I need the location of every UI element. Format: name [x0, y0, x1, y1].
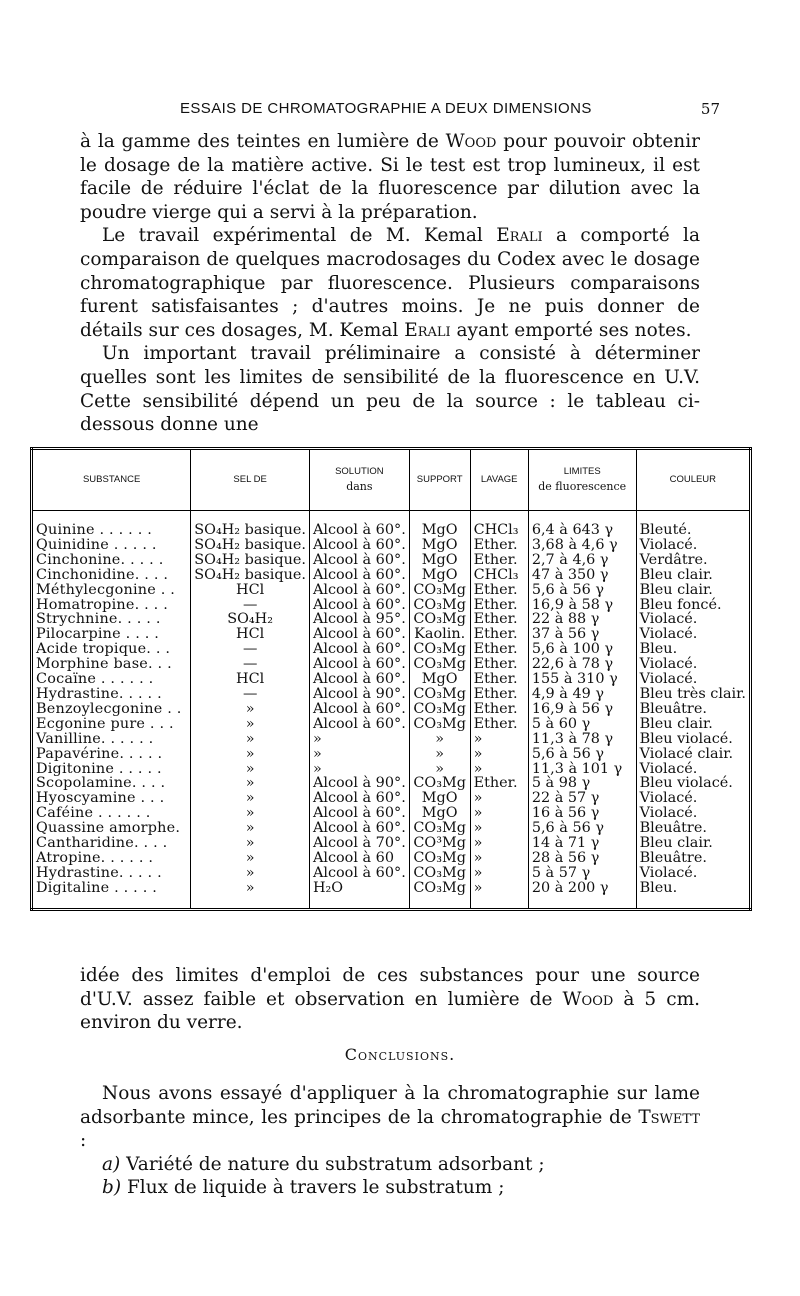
- cell-substance: Ecgonine pure . . .: [32, 717, 191, 732]
- cell-support: CO₃Mg: [409, 821, 470, 836]
- cell-lavage: Ether.: [470, 672, 528, 687]
- cell-lavage: »: [470, 806, 528, 821]
- col-substance: SUBSTANCE: [32, 449, 191, 511]
- cell-substance: Morphine base. . .: [32, 657, 191, 672]
- cell-lavage: »: [470, 791, 528, 806]
- cell-lavage: »: [470, 732, 528, 747]
- cell-couleur: Bleu foncé.: [639, 596, 722, 613]
- cell-couleur: Bleu.: [639, 879, 678, 896]
- cell-support: Kaolin.: [409, 627, 470, 642]
- cell-support: CO₃Mg: [409, 851, 470, 866]
- cell-solution: Alcool à 60°.: [309, 583, 409, 598]
- cell-limites: 22,6 à 78 γ: [528, 657, 636, 672]
- table-row: [32, 732, 751, 747]
- cell-limites: 5,6 à 56 γ: [528, 583, 636, 598]
- sensitivity-table: [30, 447, 752, 911]
- cell-lavage: Ether.: [470, 583, 528, 598]
- cell-substance: Cocaïne . . . . . .: [32, 672, 191, 687]
- cell-substance: Cantharidine. . . .: [32, 836, 191, 851]
- cell-limites: 5 à 60 γ: [528, 717, 636, 732]
- cell-solution: Alcool à 60°.: [309, 627, 409, 642]
- table-row: [32, 627, 751, 642]
- cell-sel: »: [191, 791, 310, 806]
- cell-solution: »: [309, 762, 409, 777]
- table-row: [32, 791, 751, 806]
- cell-sel: —: [191, 657, 310, 672]
- cell-couleur: Bleuâtre.: [639, 849, 707, 866]
- cell-lavage: Ether.: [470, 717, 528, 732]
- cell-limites: 5,6 à 56 γ: [528, 747, 636, 762]
- cell-limites: 11,3 à 101 γ: [528, 762, 636, 777]
- cell-lavage: Ether.: [470, 776, 528, 791]
- cell-substance: Scopolamine. . . .: [32, 776, 191, 791]
- cell-solution: H₂O: [309, 881, 409, 909]
- cell-substance: Digitonine . . . . .: [32, 762, 191, 777]
- cell-solution: Alcool à 60°.: [309, 598, 409, 613]
- cell-substance: Cinchonine. . . . .: [32, 553, 191, 568]
- cell-limites: 5,6 à 56 γ: [528, 821, 636, 836]
- list-item-b: b) Flux de liquide à travers le substratum ;: [102, 1177, 505, 1199]
- cell-substance: Cinchonidine. . . .: [32, 568, 191, 583]
- cell-couleur: Violacé.: [639, 656, 698, 673]
- running-header: [80, 100, 720, 122]
- cell-sel: SO₄H₂ basique.: [191, 553, 310, 568]
- paragraph-3: Un important travail préliminaire a consisté à déterminer quelles sont les limites de sensibilité de la fluorescence en U.V. Cette sensibilité dépend un peu de la source : le tableau ci-dessous donne une: [80, 343, 700, 436]
- cell-support: MgO: [409, 553, 470, 568]
- cell-solution: Alcool à 60°.: [309, 866, 409, 881]
- cell-lavage: CHCl₃: [470, 511, 528, 538]
- cell-sel: »: [191, 866, 310, 881]
- cell-substance: Papavérine. . . . .: [32, 747, 191, 762]
- cell-sel: —: [191, 687, 310, 702]
- cell-lavage: »: [470, 747, 528, 762]
- cell-lavage: »: [470, 866, 528, 881]
- cell-support: MgO: [409, 568, 470, 583]
- table-row: [32, 747, 751, 762]
- cell-limites: 16 à 56 γ: [528, 806, 636, 821]
- cell-sel: »: [191, 732, 310, 747]
- cell-sel: HCl: [191, 583, 310, 598]
- paragraph-2: Le travail expérimental de M. Kemal Erali a comporté la comparaison de quelques macrodosages du Codex avec le dosage chromatographique par fluorescence. Plusieurs comparaisons furent satisfaisantes ; d'autres moins. Je ne puis donner de détails sur ces dosages, M. Kemal Erali ayant emporté ses notes.: [80, 225, 701, 341]
- cell-lavage: »: [470, 762, 528, 777]
- cell-sel: SO₄H₂: [191, 612, 310, 627]
- cell-lavage: Ether.: [470, 642, 528, 657]
- cell-couleur: Bleu très clair.: [639, 685, 746, 702]
- cell-limites: 4,9 à 49 γ: [528, 687, 636, 702]
- cell-couleur: Violacé.: [639, 805, 698, 822]
- cell-lavage: Ether.: [470, 687, 528, 702]
- cell-sel: »: [191, 806, 310, 821]
- cell-limites: 155 à 310 γ: [528, 672, 636, 687]
- cell-limites: 28 à 56 γ: [528, 851, 636, 866]
- cell-sel: »: [191, 762, 310, 777]
- cell-substance: Méthylecgonine . .: [32, 583, 191, 598]
- cell-substance: Quinidine . . . . .: [32, 538, 191, 553]
- cell-limites: 2,7 à 4,6 γ: [528, 553, 636, 568]
- cell-solution: Alcool à 60°.: [309, 553, 409, 568]
- cell-support: CO₃Mg: [409, 687, 470, 702]
- table-row: [32, 538, 751, 553]
- cell-solution: Alcool à 70°.: [309, 836, 409, 851]
- cell-couleur: Bleu clair.: [639, 581, 713, 598]
- table-row: [32, 583, 751, 598]
- table-row: [32, 642, 751, 657]
- cell-couleur: Violacé.: [639, 536, 698, 553]
- cell-solution: Alcool à 90°.: [309, 776, 409, 791]
- table-row: [32, 836, 751, 851]
- page-number: 57: [700, 100, 720, 118]
- cell-support: CO₃Mg: [409, 583, 470, 598]
- cell-couleur: Bleuté.: [639, 522, 692, 538]
- col-solution: SOLUTION dans: [309, 449, 409, 511]
- cell-sel: »: [191, 747, 310, 762]
- cell-support: MgO: [409, 791, 470, 806]
- cell-solution: »: [309, 732, 409, 747]
- col-limites: LIMITES de fluorescence: [528, 449, 636, 511]
- cell-substance: Atropine. . . . . .: [32, 851, 191, 866]
- cell-limites: 6,4 à 643 γ: [528, 511, 636, 538]
- table-row: [32, 881, 751, 909]
- cell-lavage: »: [470, 851, 528, 866]
- cell-support: MgO: [409, 511, 470, 538]
- table-row: [32, 687, 751, 702]
- cell-support: CO³Mg: [409, 836, 470, 851]
- cell-limites: 3,68 à 4,6 γ: [528, 538, 636, 553]
- cell-support: CO₃Mg: [409, 642, 470, 657]
- cell-sel: »: [191, 717, 310, 732]
- cell-support: »: [409, 762, 470, 777]
- cell-substance: Hyoscyamine . . .: [32, 791, 191, 806]
- cell-substance: Strychnine. . . . .: [32, 612, 191, 627]
- cell-limites: 20 à 200 γ: [528, 881, 636, 909]
- cell-limites: 16,9 à 58 γ: [528, 598, 636, 613]
- col-support: SUPPORT: [409, 449, 470, 511]
- cell-support: »: [409, 747, 470, 762]
- running-title: ESSAIS DE CHROMATOGRAPHIE A DEUX DIMENSIONS: [180, 100, 592, 117]
- col-sel: SEL DE: [191, 449, 310, 511]
- cell-sel: SO₄H₂ basique.: [191, 511, 310, 538]
- cell-substance: Quinine . . . . . .: [32, 511, 191, 538]
- cell-substance: Digitaline . . . . .: [32, 881, 191, 909]
- cell-substance: Vanilline. . . . . .: [32, 732, 191, 747]
- table-row: [32, 821, 751, 836]
- intro-text: [80, 130, 700, 437]
- cell-solution: Alcool à 60°.: [309, 538, 409, 553]
- cell-couleur: Bleu clair.: [639, 715, 713, 732]
- cell-solution: Alcool à 60: [309, 851, 409, 866]
- table-row: [32, 806, 751, 821]
- cell-solution: Alcool à 60°.: [309, 511, 409, 538]
- cell-limites: 22 à 57 γ: [528, 791, 636, 806]
- cell-support: MgO: [409, 806, 470, 821]
- cell-solution: Alcool à 95°.: [309, 612, 409, 627]
- cell-lavage: Ether.: [470, 657, 528, 672]
- cell-substance: Homatropine. . . .: [32, 598, 191, 613]
- table-row: [32, 717, 751, 732]
- cell-sel: SO₄H₂ basique.: [191, 538, 310, 553]
- paragraph-5: Nous avons essayé d'appliquer à la chromatographie sur lame adsorbante mince, les principes de la chromatographie de Tswett :: [80, 1083, 700, 1152]
- cell-support: MgO: [409, 672, 470, 687]
- cell-couleur: Verdâtre.: [639, 551, 708, 568]
- cell-support: CO₃Mg: [409, 881, 470, 909]
- table-row: [32, 702, 751, 717]
- cell-couleur: Violacé.: [639, 760, 698, 777]
- table-row: [32, 553, 751, 568]
- cell-sel: HCl: [191, 672, 310, 687]
- cell-sel: »: [191, 836, 310, 851]
- cell-couleur: Bleuâtre.: [639, 700, 707, 717]
- cell-support: MgO: [409, 538, 470, 553]
- cell-support: CO₃Mg: [409, 702, 470, 717]
- cell-support: »: [409, 732, 470, 747]
- table-row: [32, 672, 751, 687]
- cell-sel: »: [191, 776, 310, 791]
- col-lavage: LAVAGE: [470, 449, 528, 511]
- paragraph-4: idée des limites d'emploi de ces substances pour une source d'U.V. assez faible et observation en lumière de Wood à 5 cm. environ du verre.: [80, 965, 701, 1034]
- conclusions-heading: Conclusions.: [344, 1045, 456, 1064]
- cell-couleur: Violacé.: [639, 626, 698, 643]
- cell-sel: —: [191, 642, 310, 657]
- table-row: [32, 568, 751, 583]
- cell-lavage: Ether.: [470, 702, 528, 717]
- cell-lavage: Ether.: [470, 627, 528, 642]
- cell-support: CO₃Mg: [409, 657, 470, 672]
- cell-support: CO₃Mg: [409, 717, 470, 732]
- table-row: [32, 851, 751, 866]
- cell-substance: Caféine . . . . . .: [32, 806, 191, 821]
- cell-substance: Pilocarpine . . . .: [32, 627, 191, 642]
- cell-sel: »: [191, 851, 310, 866]
- cell-limites: 16,9 à 56 γ: [528, 702, 636, 717]
- table-row: [32, 866, 751, 881]
- list-item-a: a) Variété de nature du substratum adsorbant ;: [102, 1153, 545, 1175]
- cell-couleur: Bleu violacé.: [639, 775, 733, 792]
- cell-substance: Hydrastine. . . . .: [32, 687, 191, 702]
- cell-solution: Alcool à 60°.: [309, 642, 409, 657]
- col-couleur: COULEUR: [636, 449, 750, 511]
- cell-lavage: Ether.: [470, 598, 528, 613]
- cell-couleur: Bleu clair.: [639, 835, 713, 852]
- cell-sel: »: [191, 702, 310, 717]
- paragraph-1: à la gamme des teintes en lumière de Wood pour pouvoir obtenir le dosage de la matière active. Si le test est trop lumineux, il est facile de réduire l'éclat de la fluorescence par dilution avec la poudre vierge qui a servi à la préparation.: [80, 131, 700, 223]
- cell-support: CO₃Mg: [409, 776, 470, 791]
- table-header-row: [32, 449, 751, 511]
- cell-couleur: Bleu.: [639, 641, 678, 658]
- cell-limites: 14 à 71 γ: [528, 836, 636, 851]
- cell-sel: »: [191, 881, 310, 909]
- cell-limites: 47 à 350 γ: [528, 568, 636, 583]
- cell-limites: 11,3 à 78 γ: [528, 732, 636, 747]
- cell-lavage: Ether.: [470, 553, 528, 568]
- cell-lavage: »: [470, 881, 528, 909]
- cell-couleur: Violacé.: [639, 790, 698, 807]
- cell-solution: Alcool à 60°.: [309, 702, 409, 717]
- cell-solution: Alcool à 60°.: [309, 791, 409, 806]
- cell-sel: HCl: [191, 627, 310, 642]
- cell-couleur: Violacé clair.: [639, 745, 734, 762]
- cell-substance: Quassine amorphe.: [32, 821, 191, 836]
- cell-solution: Alcool à 60°.: [309, 672, 409, 687]
- cell-lavage: Ether.: [470, 538, 528, 553]
- cell-sel: SO₄H₂ basique.: [191, 568, 310, 583]
- cell-solution: Alcool à 60°.: [309, 568, 409, 583]
- cell-lavage: »: [470, 836, 528, 851]
- cell-solution: Alcool à 60°.: [309, 821, 409, 836]
- cell-solution: Alcool à 60°.: [309, 657, 409, 672]
- cell-limites: 5,6 à 100 γ: [528, 642, 636, 657]
- cell-limites: 5 à 57 γ: [528, 866, 636, 881]
- after-text: [80, 964, 700, 1035]
- cell-limites: 22 à 88 γ: [528, 612, 636, 627]
- cell-sel: —: [191, 598, 310, 613]
- cell-couleur: Bleu violacé.: [639, 730, 733, 747]
- cell-support: CO₃Mg: [409, 866, 470, 881]
- cell-support: CO₃Mg: [409, 598, 470, 613]
- cell-couleur: Bleu clair.: [639, 566, 713, 583]
- cell-lavage: »: [470, 821, 528, 836]
- table-row: [32, 511, 751, 538]
- cell-couleur: Violacé.: [639, 671, 698, 688]
- cell-substance: Hydrastine. . . . .: [32, 866, 191, 881]
- cell-lavage: CHCl₃: [470, 568, 528, 583]
- conclusions-text: [80, 1082, 700, 1200]
- cell-solution: Alcool à 60°.: [309, 806, 409, 821]
- cell-solution: »: [309, 747, 409, 762]
- cell-solution: Alcool à 90°.: [309, 687, 409, 702]
- cell-solution: Alcool à 60°.: [309, 717, 409, 732]
- table-row: [32, 657, 751, 672]
- cell-couleur: Violacé.: [639, 864, 698, 881]
- cell-substance: Benzoylecgonine . .: [32, 702, 191, 717]
- cell-sel: »: [191, 821, 310, 836]
- cell-support: CO₃Mg: [409, 612, 470, 627]
- cell-limites: 37 à 56 γ: [528, 627, 636, 642]
- cell-lavage: Ether.: [470, 612, 528, 627]
- cell-limites: 5 à 98 γ: [528, 776, 636, 791]
- cell-couleur: Bleuâtre.: [639, 820, 707, 837]
- cell-substance: Acide tropique. . .: [32, 642, 191, 657]
- cell-couleur: Violacé.: [639, 611, 698, 628]
